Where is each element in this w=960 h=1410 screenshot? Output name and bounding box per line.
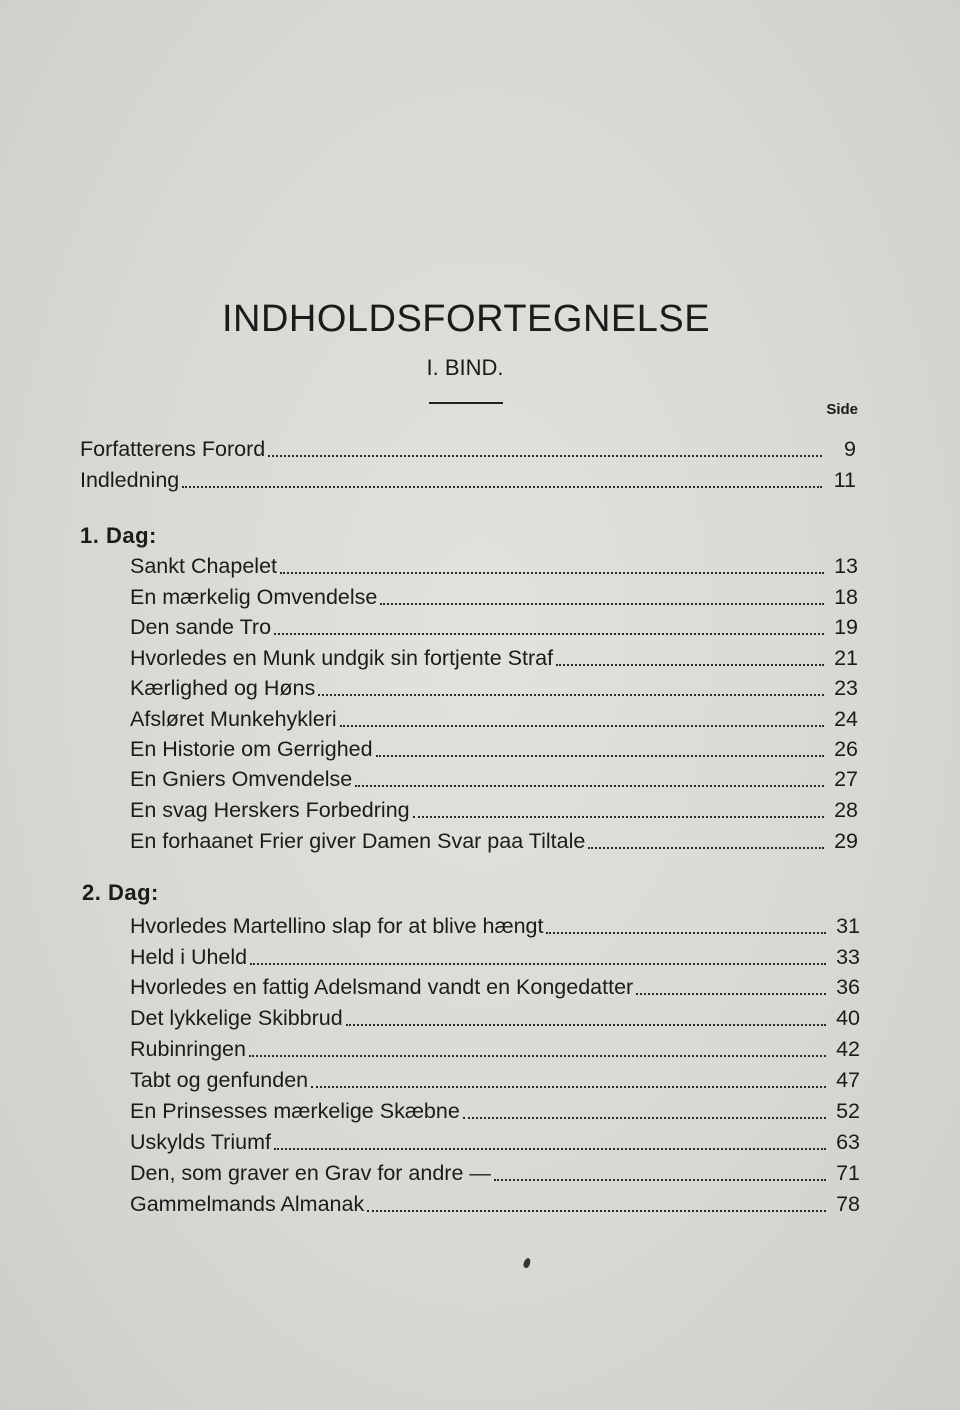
toc-entry-page: 78 bbox=[836, 1192, 860, 1216]
day-heading-1: 1. Dag: bbox=[80, 523, 157, 548]
toc-entry bbox=[130, 612, 858, 642]
toc-entry bbox=[130, 795, 858, 825]
toc-entry-page: 27 bbox=[834, 767, 858, 791]
toc-entry-page: 31 bbox=[836, 914, 860, 938]
toc-entry-page: 23 bbox=[834, 676, 858, 700]
toc-entry-title: Tabt og genfunden bbox=[130, 1068, 309, 1092]
toc-entry-indledning bbox=[80, 465, 856, 495]
toc-entry bbox=[130, 551, 858, 581]
toc-entry bbox=[130, 582, 858, 612]
dot-leader bbox=[355, 785, 824, 787]
toc-entry-page: 42 bbox=[836, 1037, 860, 1061]
toc-entry-page: 47 bbox=[836, 1068, 860, 1092]
dot-leader bbox=[413, 816, 824, 818]
volume-label: I. BIND. bbox=[426, 355, 504, 380]
dot-leader bbox=[494, 1179, 826, 1181]
toc-entry-title: En Prinsesses mærkelige Skæbne bbox=[130, 1099, 460, 1123]
toc-entry bbox=[130, 1127, 860, 1157]
toc-entry-page: 33 bbox=[836, 945, 860, 969]
dot-leader bbox=[556, 664, 824, 666]
toc-entry-title: Rubinringen bbox=[130, 1037, 246, 1061]
toc-entry-page: 24 bbox=[834, 707, 858, 731]
toc-entry-title: Hvorledes en fattig Adelsmand vandt en Kongedatter bbox=[130, 975, 634, 999]
toc-entry bbox=[130, 1096, 860, 1126]
toc-entry-page: 9 bbox=[844, 437, 856, 461]
toc-entry-page: 29 bbox=[834, 829, 858, 853]
toc-entry-title: En forhaanet Frier giver Damen Svar paa Tiltale bbox=[130, 829, 586, 853]
toc-entry-title: Uskylds Triumf bbox=[130, 1130, 271, 1154]
dot-leader bbox=[274, 1148, 826, 1150]
toc-entry-title: Kærlighed og Høns bbox=[130, 676, 316, 700]
toc-entry bbox=[130, 734, 858, 764]
day-heading-2: 2. Dag: bbox=[82, 880, 159, 905]
toc-entry-title: Det lykkelige Skibbrud bbox=[130, 1006, 343, 1030]
toc-entry bbox=[130, 1034, 860, 1064]
toc-entry-page: 40 bbox=[836, 1006, 860, 1030]
page-column-label: Side bbox=[826, 401, 858, 418]
toc-entry-title: Den sande Tro bbox=[130, 615, 272, 639]
dot-leader bbox=[182, 486, 822, 488]
page-title: INDHOLDSFORTEGNELSE bbox=[221, 298, 711, 340]
toc-entry-title: Sankt Chapelet bbox=[130, 554, 278, 578]
dot-leader bbox=[346, 1024, 826, 1026]
dot-leader bbox=[376, 755, 824, 757]
dot-leader bbox=[636, 993, 826, 995]
dot-leader bbox=[318, 694, 824, 696]
toc-entry-forord bbox=[80, 434, 856, 464]
toc-entry bbox=[130, 643, 858, 673]
toc-entry-page: 52 bbox=[836, 1099, 860, 1123]
dot-leader bbox=[280, 572, 824, 574]
toc-entry bbox=[130, 911, 860, 941]
dot-leader bbox=[463, 1117, 826, 1119]
toc-entry bbox=[130, 704, 858, 734]
toc-entry bbox=[130, 826, 858, 856]
toc-entry bbox=[130, 1065, 860, 1095]
toc-entry-page: 26 bbox=[834, 737, 858, 761]
toc-entry bbox=[130, 764, 858, 794]
toc-entry-page: 71 bbox=[836, 1161, 860, 1185]
toc-entry-title: Gammelmands Almanak bbox=[130, 1192, 365, 1216]
toc-entry-page: 11 bbox=[833, 468, 856, 492]
toc-entry-page: 21 bbox=[834, 646, 858, 670]
dot-leader bbox=[367, 1210, 826, 1212]
toc-entry-page: 18 bbox=[834, 585, 858, 609]
toc-entry-title: En svag Herskers Forbedring bbox=[130, 798, 410, 822]
toc-entry-page: 13 bbox=[834, 554, 858, 578]
toc-entry-page: 28 bbox=[834, 798, 858, 822]
dot-leader bbox=[546, 932, 826, 934]
toc-entry-page: 36 bbox=[836, 975, 860, 999]
dot-leader bbox=[311, 1086, 826, 1088]
toc-entry-title: Indledning bbox=[80, 468, 180, 492]
toc-entry-title: En mærkelig Omvendelse bbox=[130, 585, 378, 609]
toc-entry-page: 63 bbox=[836, 1130, 860, 1154]
toc-entry-title: Den, som graver en Grav for andre — bbox=[130, 1161, 491, 1185]
dot-leader bbox=[380, 603, 824, 605]
dot-leader bbox=[268, 455, 822, 457]
dot-leader bbox=[274, 633, 824, 635]
toc-entry-title: Afsløret Munkehykleri bbox=[130, 707, 337, 731]
dot-leader bbox=[250, 963, 826, 965]
toc-entry bbox=[130, 1003, 860, 1033]
toc-entry-page: 19 bbox=[834, 615, 858, 639]
toc-entry-title: Held i Uheld bbox=[130, 945, 248, 969]
toc-entry bbox=[130, 1158, 860, 1188]
toc-entry-title: En Gniers Omvendelse bbox=[130, 767, 353, 791]
toc-entry-title: En Historie om Gerrighed bbox=[130, 737, 373, 761]
toc-entry bbox=[130, 942, 860, 972]
toc-entry bbox=[130, 673, 858, 703]
dot-leader bbox=[588, 847, 824, 849]
toc-entry-title: Hvorledes Martellino slap for at blive hængt bbox=[130, 914, 544, 938]
toc-entry-title: Forfatterens Forord bbox=[80, 437, 266, 461]
toc-entry-title: Hvorledes en Munk undgik sin fortjente Straf bbox=[130, 646, 554, 670]
toc-entry bbox=[130, 1189, 860, 1219]
toc-entry bbox=[130, 972, 860, 1002]
dot-leader bbox=[249, 1055, 826, 1057]
dot-leader bbox=[340, 725, 824, 727]
